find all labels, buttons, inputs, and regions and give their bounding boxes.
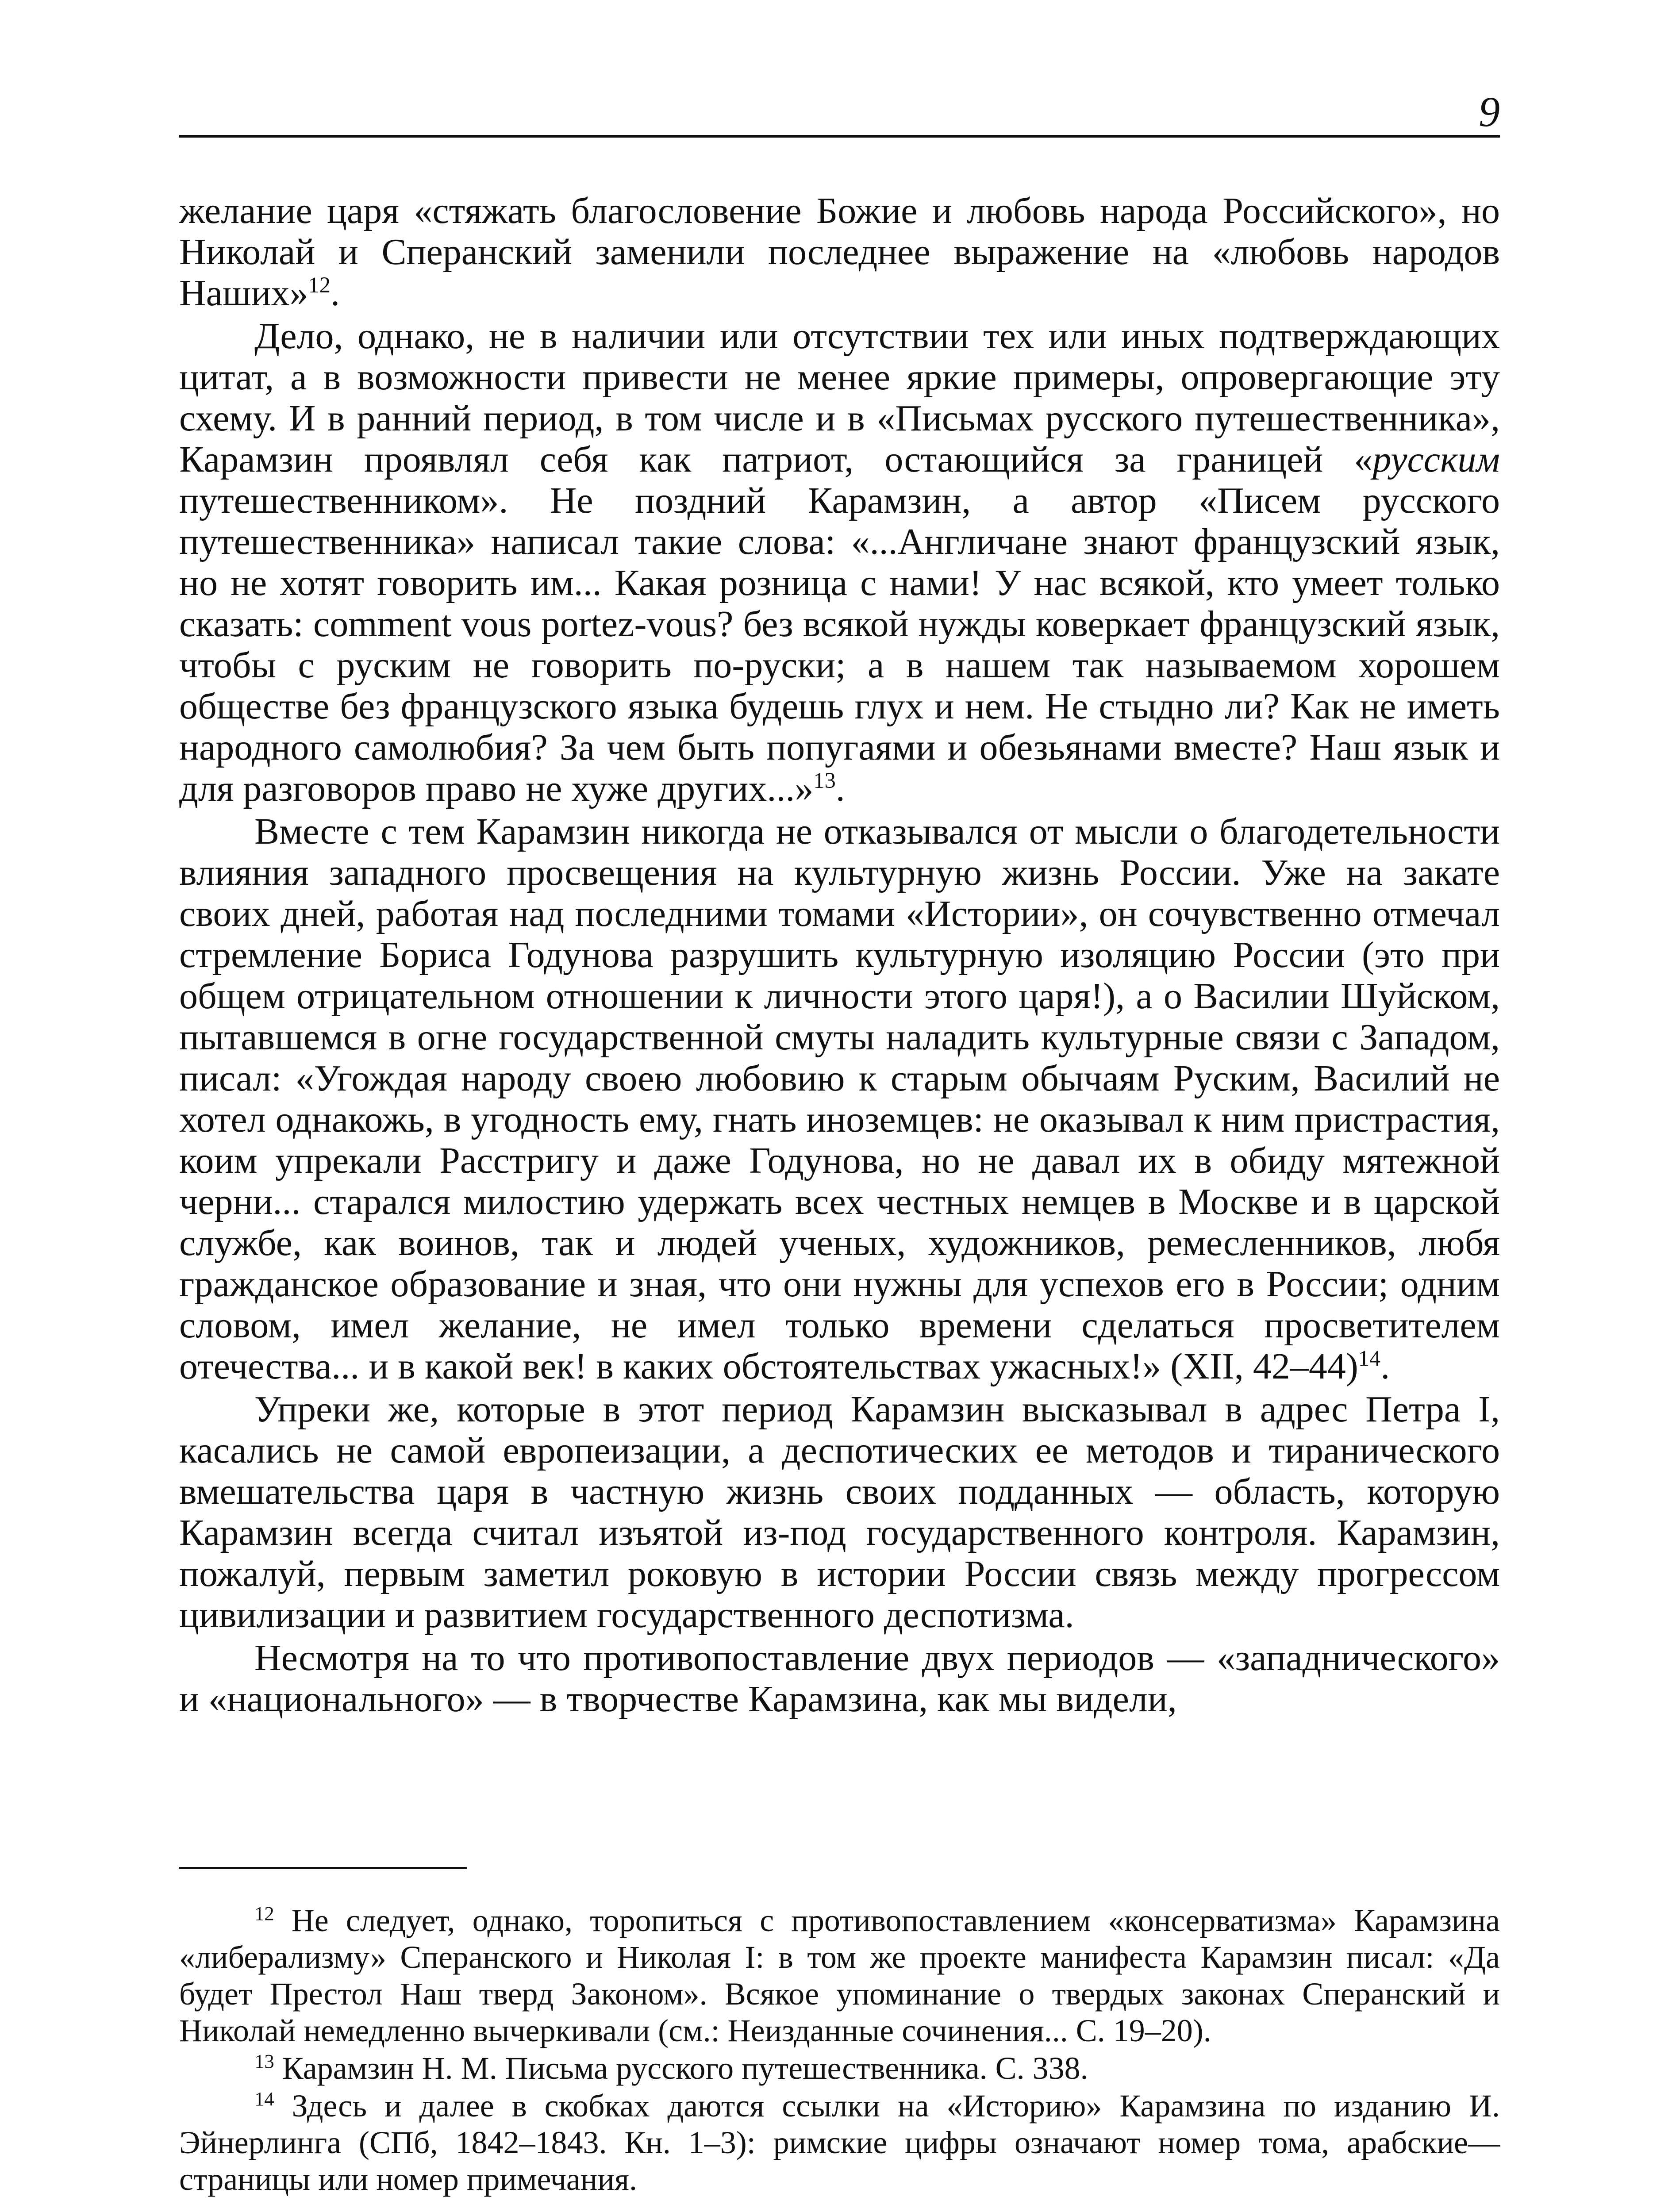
paragraph-tail: .: [330, 273, 340, 314]
paragraph-5: [179, 1637, 1500, 1720]
footnote-12: [179, 1902, 1500, 2049]
paragraph-4: [179, 1389, 1500, 1636]
paragraph-text: Дело, однако, не в наличии или отсутствии тех или иных подтверждающих цитат, а в возможности привести не менее яркие примеры, опровергающие эту схему. И в ранний период, в том числе и в «Письмах русского путешественника», Карамзин проявлял себя как патриот, остающийся за границей «: [179, 315, 1500, 480]
paragraph-2: [179, 315, 1500, 809]
footnote-text: Карамзин Н. М. Письма русского путешественника. С. 338.: [282, 2051, 1088, 2086]
paragraph-text: Несмотря на то что противопоставление двух периодов — «западнического» и «национального» — в творчестве Карамзина, как мы видели,: [179, 1637, 1500, 1720]
header-rule: [179, 135, 1500, 138]
emphasis-text: русским: [1372, 439, 1500, 480]
footnote-text: Не следует, однако, торопиться с противопоставлением «консерватизма» Карамзина «либерализму» Сперанского и Николая I: в том же проекте манифеста Карамзин писал: «Да будет Престол Наш тверд Законом». Всякое упоминание о твердых законах Сперанский и Николай немедленно вычеркивали (см.: Неизданные сочинения... С. 19–20).: [179, 1903, 1500, 2048]
paragraph-tail: .: [1380, 1346, 1390, 1387]
footnote-14: [179, 2088, 1500, 2198]
page-number: 9: [1479, 88, 1500, 135]
paragraph-text: Упреки же, которые в этот период Карамзин высказывал в адрес Петра I, касались не самой европеизации, а деспотических ее методов и тиранического вмешательства царя в частную жизнь своих подданных — область, которую Карамзин всегда считал изъятой из-под государственного контроля. Карамзин, пожалуй, первым заметил роковую в истории России связь между прогрессом цивилизации и развитием государственного деспотизма.: [179, 1389, 1500, 1636]
footnote-number: 14: [254, 2088, 274, 2110]
footnote-13: [179, 2050, 1500, 2087]
main-text: [179, 190, 1500, 1721]
footnote-ref-13: 13: [813, 768, 836, 793]
paragraph-1: [179, 190, 1500, 314]
paragraph-text: путешественником». Не поздний Карамзин, а автор «Писем русского путешественника» написал такие слова: «...Англичане знают французский язык, но не хотят говорить им... Какая розница с нами! У нас всякой, кто умеет только сказать: comment vous portez-vous? без всякой нужды коверкает французский язык, чтобы с руским не говорить по-руски; а в нашем так называемом хорошем обществе без французского языка будешь глух и нем. Не стыдно ли? Как не иметь народного самолюбия? За чем быть попугаями и обезьянами вместе? Наш язык и для разговоров право не хуже других...»: [179, 480, 1500, 809]
footnote-separator: [179, 1867, 467, 1869]
footnote-text: Здесь и далее в скобках даются ссылки на «Историю» Карамзина по изданию И. Эйнерлинга (СПб, 1842–1843. Кн. 1–3): римские цифры означают номер тома, арабские—страницы или номер примечания.: [179, 2088, 1500, 2197]
paragraph-text: желание царя «стяжать благословение Божие и любовь народа Российского», но Николай и Сперанский заменили последнее выражение на «любовь народов Наших»: [179, 190, 1500, 314]
footnotes: [179, 1902, 1500, 2199]
paragraph-text: Вместе с тем Карамзин никогда не отказывался от мысли о благодетельности влияния западного просвещения на культурную жизнь России. Уже на закате своих дней, работая над последними томами «Истории», он сочувственно отмечал стремление Бориса Годунова разрушить культурную изоляцию России (это при общем отрицательном отношении к личности этого царя!), а о Василии Шуйском, пытавшемся в огне государственной смуты наладить культурные связи с Западом, писал: «Угождая народу своею любовию к старым обычаям Руским, Василий не хотел однакожь, в угодность ему, гнать иноземцев: не оказывал к ним пристрастия, коим упрекали Расстригу и даже Годунова, но не давал их в обиду мятежной черни... старался милостию удержать всех честных немцев в Москве и в царской службе, как воинов, так и людей ученых, художников, ремесленников, любя гражданское образование и зная, что они нужны для успехов его в России; одним словом, имел желание, не имел только времени сделаться просветителем отечества... и в какой век! в каких обстоятельствах ужасных!» (XII, 42–44): [179, 811, 1500, 1387]
paragraph-3: [179, 811, 1500, 1387]
footnote-number: 12: [254, 1902, 274, 1924]
footnote-ref-12: 12: [308, 273, 331, 297]
footnote-number: 13: [254, 2050, 274, 2072]
paragraph-tail: .: [835, 768, 845, 809]
footnote-ref-14: 14: [1358, 1346, 1381, 1371]
